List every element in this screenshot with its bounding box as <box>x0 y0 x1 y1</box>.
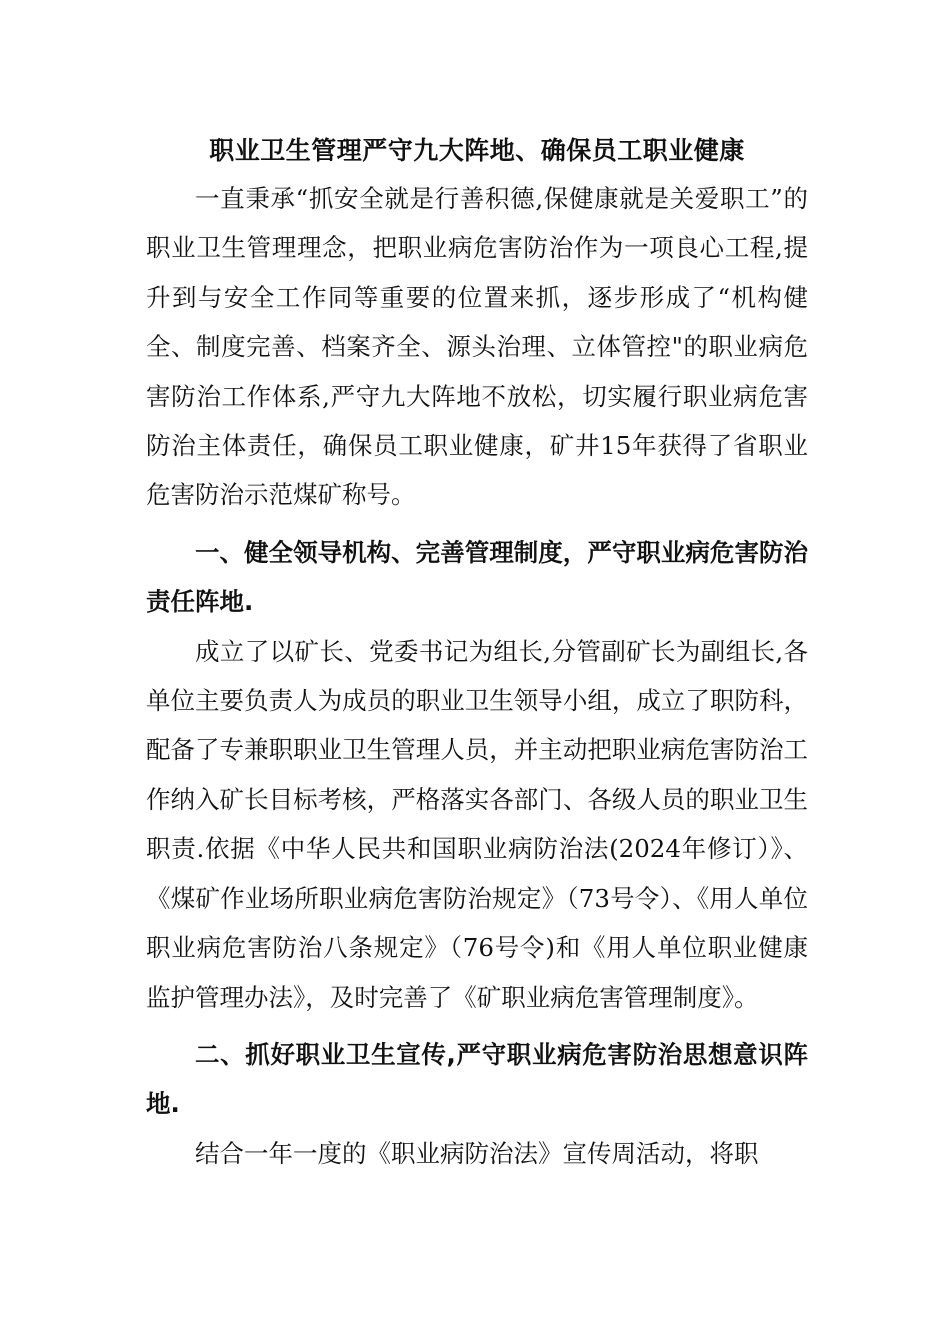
document-title: 职业卫生管理严守九大阵地、确保员工职业健康 <box>209 136 745 165</box>
section-heading-1: 一、健全领导机构、完善管理制度，严守职业病危害防治责任阵地. <box>146 537 808 617</box>
document-body <box>146 128 808 1178</box>
intro-paragraph: 一直秉承“抓安全就是行善积德,保健康就是关爱职工”的职业卫生管理理念，把职业病危害防治作为一项良心工程,提升到与安全工作同等重要的位置来抓，逐步形成了“机构健全、制度完善、档案齐全、源头治理、立体管控"的职业病危害防治工作体系,严守九大阵地不放松，切实履行职业病危害防治主体责任，确保员工职业健康，矿井15年获得了省职业危害防治示范煤矿称号。 <box>146 184 808 510</box>
section-heading-2: 二、抓好职业卫生宣传,严守职业病危害防治思想意识阵地. <box>146 1039 808 1119</box>
section-2-paragraph: 结合一年一度的《职业病防治法》宣传周活动，将职 <box>195 1138 759 1168</box>
section-1-paragraph: 成立了以矿长、党委书记为组长,分管副矿长为副组长,各单位主要负责人为成员的职业卫生领导小组，成立了职防科，配备了专兼职职业卫生管理人员，并主动把职业病危害防治工作纳入矿长目标考核，严格落实各部门、各级人员的职业卫生职责.依据《中华人民共和国职业病防治法(2024年修订）》、《煤矿作业场所职业病危害防治规定》（73号令）、《用人单位职业病危害防治八条规定》（76号令)和《用人单位职业健康监护管理办法》，及时完善了《矿职业病危害管理制度》。 <box>146 636 808 1012</box>
